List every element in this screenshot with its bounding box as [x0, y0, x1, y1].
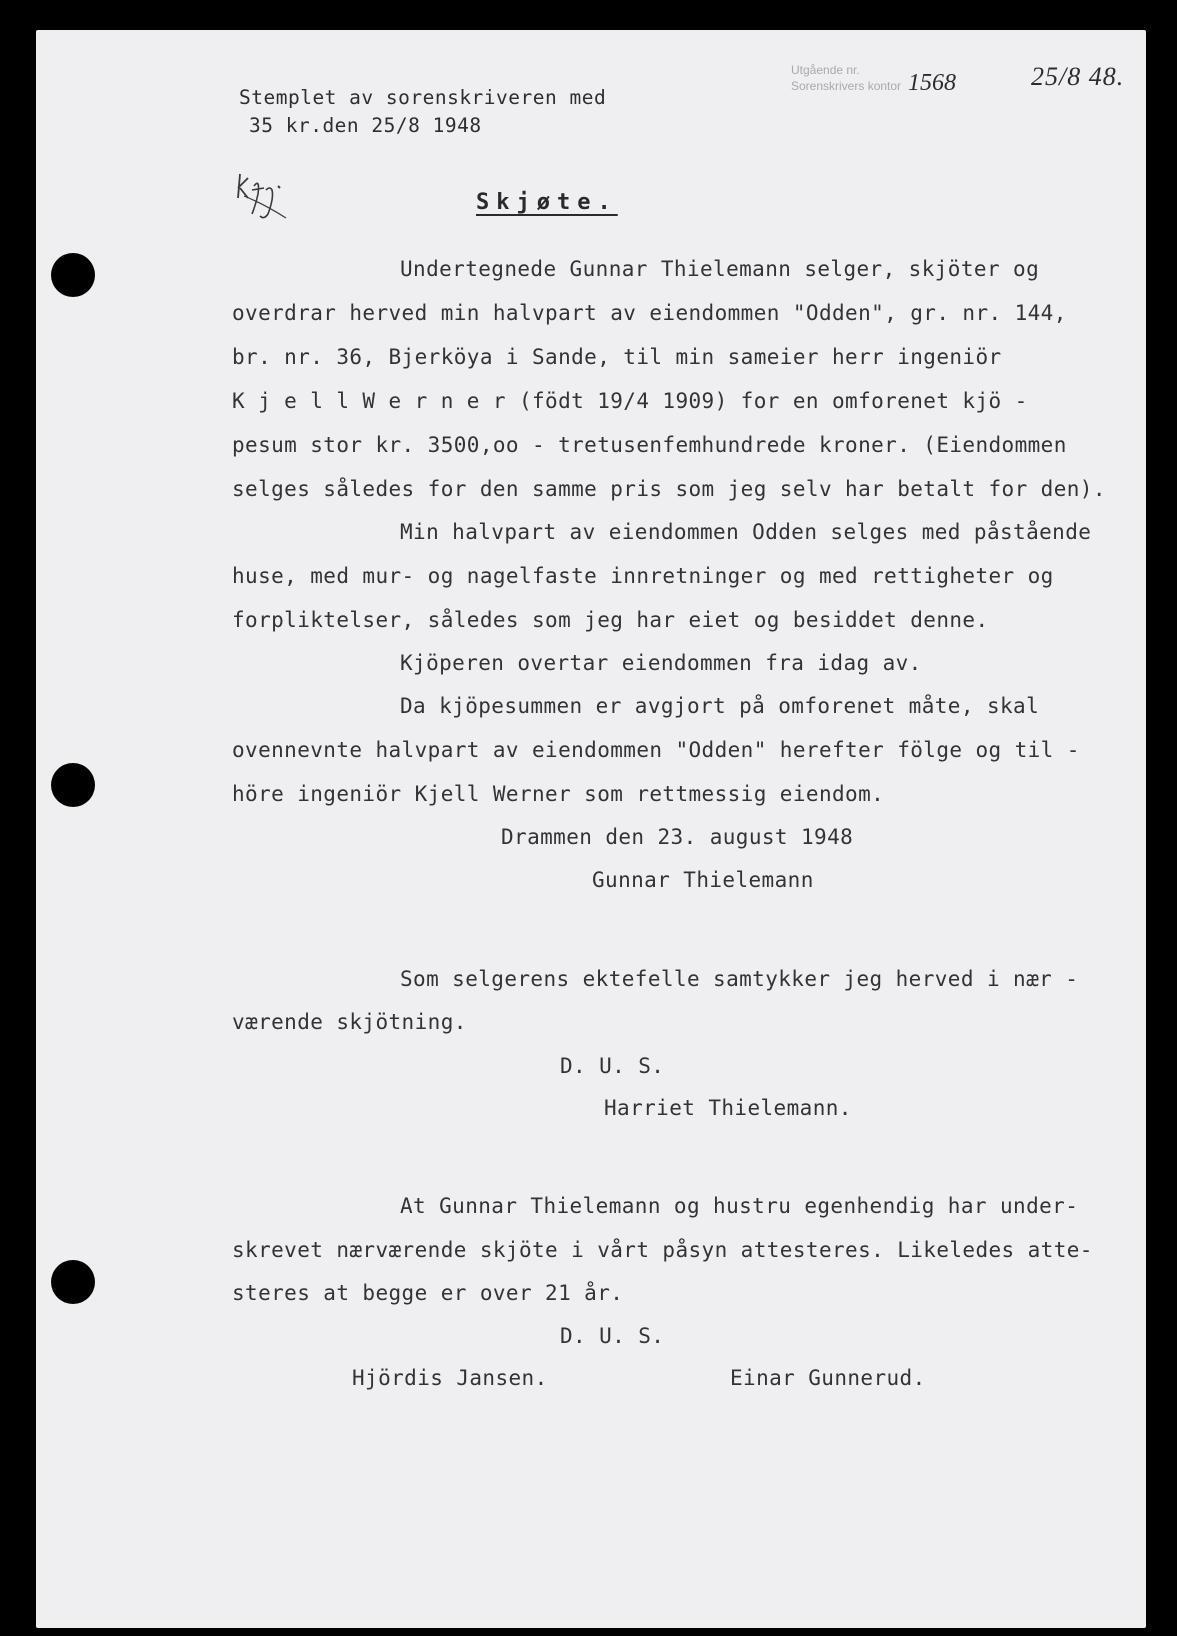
body-line: forpliktelser, således som jeg har eiet og besiddet denne.	[232, 608, 989, 632]
punch-hole-bottom	[51, 1260, 95, 1304]
body-line: ovennevnte halvpart av eiendommen "Odden" herefter fölge og til -	[232, 738, 1080, 762]
witness-1-signature: Hjördis Jansen.	[352, 1366, 548, 1390]
registry-stamp-faint: Utgående nr. Sorenskrivers kontor	[791, 63, 902, 93]
registry-number: 1568	[908, 70, 956, 96]
attestation-line: steres at begge er over 21 år.	[232, 1281, 624, 1305]
document-page	[36, 30, 1146, 1628]
body-line: selges således for den samme pris som jeg selv har betalt for den).	[232, 477, 1106, 501]
document-title: Skjøte.	[476, 190, 618, 215]
body-line: Undertegnede Gunnar Thielemann selger, skjöter og	[400, 257, 1040, 281]
body-line: Da kjöpesummen er avgjort på omforenet måte, skal	[400, 694, 1040, 718]
place-date: Drammen den 23. august 1948	[501, 825, 854, 849]
body-line: huse, med mur- og nagelfaste innretninger og med rettigheter og	[232, 564, 1054, 588]
body-line: br. nr. 36, Bjerköya i Sande, til min sameier herr ingeniör	[232, 345, 1002, 369]
stamp-text-line-1: Stemplet av sorenskriveren med	[239, 86, 607, 109]
seller-signature: Gunnar Thielemann	[592, 868, 814, 892]
body-line: höre ingeniör Kjell Werner som rettmessig eiendom.	[232, 782, 885, 806]
handwritten-initials	[234, 164, 314, 224]
consent-line: Som selgerens ektefelle samtykker jeg herved i nær -	[400, 967, 1079, 991]
body-line: Min halvpart av eiendommen Odden selges med påstående	[400, 520, 1092, 544]
registry-date: 25/8 48.	[1031, 62, 1125, 91]
attestation-line: skrevet nærværende skjöte i vårt påsyn attesteres. Likeledes atte-	[232, 1238, 1093, 1262]
consent-signature: Harriet Thielemann.	[604, 1096, 852, 1120]
consent-line: værende skjötning.	[232, 1010, 467, 1034]
witness-2-signature: Einar Gunnerud.	[730, 1366, 926, 1390]
body-line: pesum stor kr. 3500,oo - tretusenfemhundrede kroner. (Eiendommen	[232, 433, 1067, 457]
consent-dus: D. U. S.	[560, 1054, 665, 1078]
stamp-text-line-2: 35 kr.den 25/8 1948	[249, 114, 482, 137]
attestation-line: At Gunnar Thielemann og hustru egenhendig har under-	[400, 1194, 1079, 1218]
body-line: K j e l l W e r n e r (födt 19/4 1909) for en omforenet kjö -	[232, 389, 1028, 413]
punch-hole-middle	[51, 763, 95, 807]
body-line: overdrar herved min halvpart av eiendommen "Odden", gr. nr. 144,	[232, 301, 1067, 325]
body-line: Kjöperen overtar eiendommen fra idag av.	[400, 651, 922, 675]
punch-hole-top	[51, 253, 95, 297]
attestation-dus: D. U. S.	[560, 1324, 665, 1348]
